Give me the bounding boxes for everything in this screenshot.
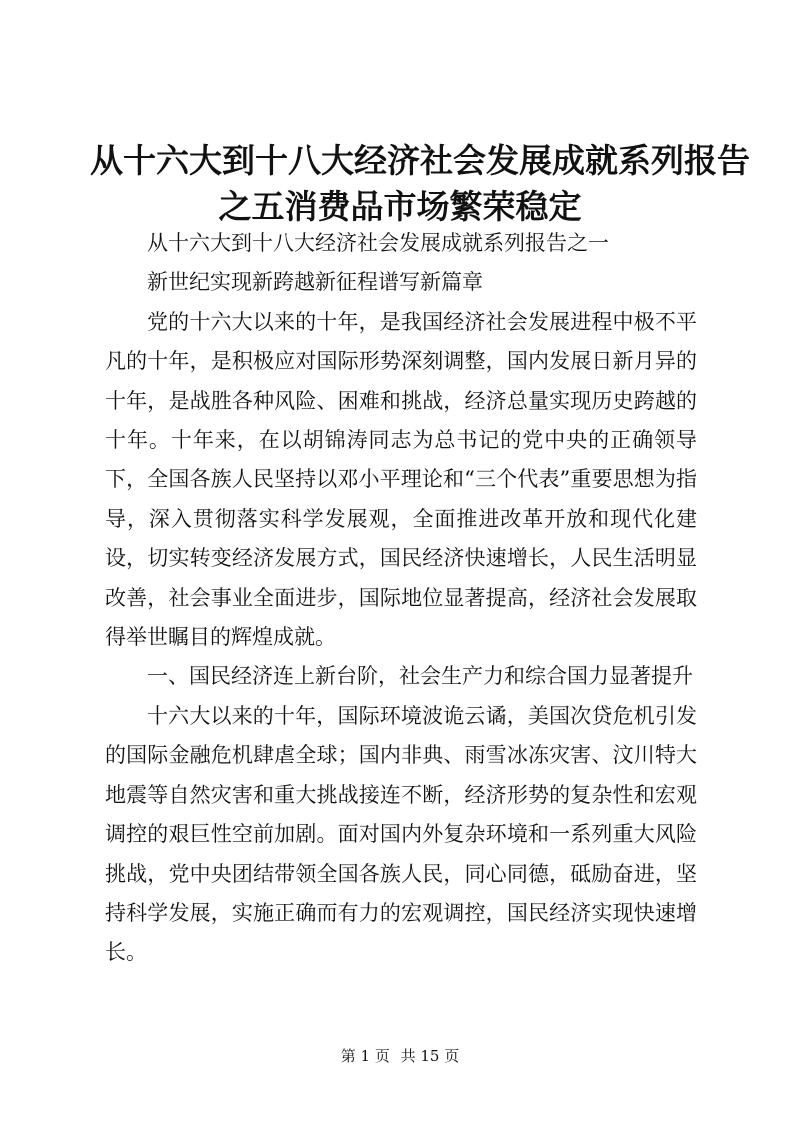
document-body [105, 224, 697, 973]
page-number: 第 1 页 [340, 1047, 390, 1065]
section-paragraph: 十六大以来的十年，国际环境波诡云谲，美国次贷危机引发的国际金融危机肆虐全球；国内非典、雨雪冰冻灾害、汶川特大地震等自然灾害和重大挑战接连不断，经济形势的复杂性和宏观调控的艰巨性空前加剧。面对国内外复杂环境和一系列重大风险挑战，党中央团结带领全国各族人民，同心同德，砥励奋进，坚持科学发展，实施正确而有力的宏观调控，国民经济实现快速增长。 [105, 703, 697, 965]
title-line-2: 之五消费品市场繁荣稳定 [218, 187, 582, 226]
section-heading: 一、国民经济连上新台阶，社会生产力和综合国力显著提升 [147, 664, 693, 689]
page-footer [0, 1046, 800, 1066]
subtitle: 从十六大到十八大经济社会发展成就系列报告之一 [147, 231, 609, 255]
intro-paragraph: 党的十六大以来的十年，是我国经济社会发展进程中极不平凡的十年，是积极应对国际形势深刻调整，国内发展日新月异的十年，是战胜各种风险、困难和挑战，经济总量实现历史跨越的十年。十年来，在以胡锦涛同志为总书记的党中央的正确领导下，全国各族人民坚持以邓小平理论和“三个代表”重要思想为指导，深入贯彻落实科学发展观，全面推进改革开放和现代化建设，切实转变经济发展方式，国民经济快速增长，人民生活明显改善，社会事业全面进步，国际地位显著提高，经济社会发展取得举世瞩目的辉煌成就。 [105, 309, 697, 650]
page-total: 共 15 页 [400, 1047, 460, 1065]
subheading: 新世纪实现新跨越新征程谱写新篇章 [147, 270, 483, 295]
document-title [90, 138, 750, 230]
title-line-1: 从十六大到十八大经济社会发展成就系列报告 [90, 141, 750, 180]
